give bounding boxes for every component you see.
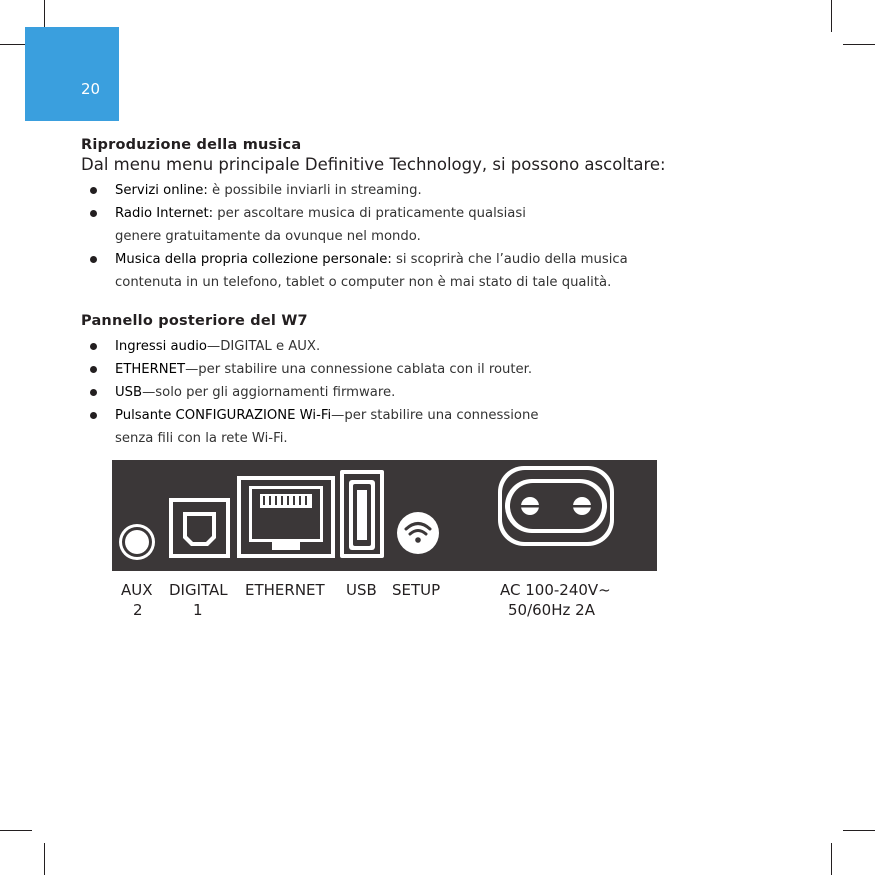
list-item: [0, 381, 538, 404]
port-label-ac: AC 100-240V~: [500, 581, 611, 599]
crop-mark: [831, 843, 832, 875]
item-term: Ingressi audio: [115, 339, 208, 354]
list-item: [0, 202, 628, 248]
item-description: è possibile inviarli in streaming.: [207, 183, 422, 198]
item-term: Radio Internet:: [115, 206, 214, 221]
music-source-list: [0, 179, 628, 294]
item-description: per ascoltare musica di praticamente qualsiasi: [213, 206, 526, 221]
port-label-aux-number: 2: [133, 601, 143, 619]
rear-panel-illustration: [112, 460, 657, 571]
item-term: ETHERNET: [115, 362, 186, 377]
list-item: [0, 335, 538, 358]
bullet-icon: [90, 343, 97, 350]
port-label-ethernet: ETHERNET: [245, 581, 325, 599]
page-number: 20: [81, 80, 101, 98]
optical-port-icon: [169, 498, 230, 558]
bullet-icon: [90, 187, 97, 194]
aux-jack-icon: [119, 524, 155, 560]
port-label-digital: DIGITAL: [169, 581, 228, 599]
item-term: Servizi online:: [115, 183, 208, 198]
crop-mark: [843, 830, 875, 831]
bullet-icon: [90, 412, 97, 419]
bullet-icon: [90, 210, 97, 217]
section-heading-rear-panel: Pannello posteriore del W7: [81, 313, 308, 329]
ac-power-inlet-icon: [498, 466, 614, 546]
port-label-usb: USB: [346, 581, 377, 599]
section-heading-music: Riproduzione della musica: [81, 137, 302, 153]
port-label-digital-number: 1: [193, 601, 203, 619]
page-number-tab: [25, 27, 119, 121]
rear-panel-ports: [112, 460, 657, 571]
item-term: Pulsante CONFIGURAZIONE Wi-Fi: [115, 408, 332, 423]
crop-mark: [44, 843, 45, 875]
section-intro: Dal menu menu principale Definitive Technology, si possono ascoltare:: [81, 155, 666, 174]
ethernet-port-icon: [237, 476, 335, 558]
port-label-aux: AUX: [121, 581, 153, 599]
list-item: [0, 358, 538, 381]
list-item: [0, 248, 628, 294]
item-description-continued: genere gratuitamente da ovunque nel mondo.: [115, 229, 421, 244]
item-description-continued: senza fili con la rete Wi-Fi.: [115, 431, 288, 446]
item-description: —solo per gli aggiornamenti firmware.: [142, 385, 396, 400]
item-description-continued: contenuta in un telefono, tablet o computer non è mai stato di tale qualità.: [115, 275, 612, 290]
bullet-icon: [90, 256, 97, 263]
crop-mark: [0, 830, 32, 831]
item-description: si scoprirà che l’audio della musica: [391, 252, 628, 267]
crop-mark: [831, 0, 832, 32]
port-label-setup: SETUP: [392, 581, 441, 599]
item-description: —DIGITAL e AUX.: [207, 339, 321, 354]
rear-panel-list: [0, 335, 538, 450]
bullet-icon: [90, 389, 97, 396]
list-item: [0, 179, 628, 202]
item-term: USB: [115, 385, 143, 400]
item-description: —per stabilire una connessione cablata con il router.: [185, 362, 533, 377]
item-description: —per stabilire una connessione: [331, 408, 539, 423]
item-term: Musica della propria collezione personale:: [115, 252, 392, 267]
usb-port-icon: [340, 470, 384, 558]
port-label-ac-rating: 50/60Hz 2A: [508, 601, 595, 619]
wifi-setup-button-icon: [397, 512, 439, 554]
list-item: [0, 404, 538, 450]
crop-mark: [843, 44, 875, 45]
bullet-icon: [90, 366, 97, 373]
